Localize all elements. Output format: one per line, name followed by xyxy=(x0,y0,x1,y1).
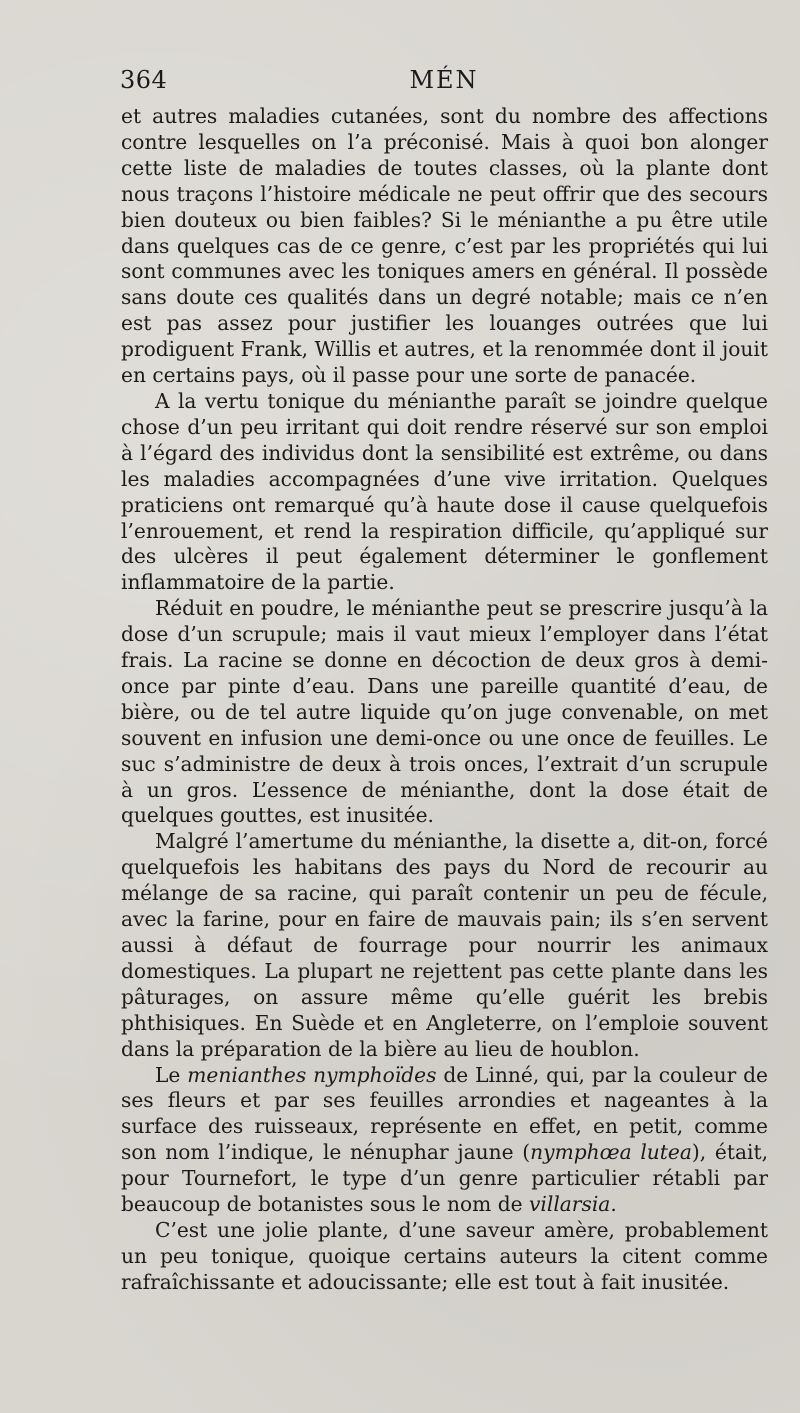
genus-name: villarsia xyxy=(529,1192,611,1217)
paragraph-1: et autres maladies cutanées, sont du nombre des affections contre lesquelles on l’a préconisé. Mais à quoi bon alonger cette liste de maladies de toutes classes, où la plante dont nous traçons l’histoire médicale ne peut offrir que des secours bien douteux ou bien faibles? Si le ménianthe a pu être utile dans quelques cas de ce genre, c’est par les propriétés qui lui sont communes avec les toniques amers en général. Il possède sans doute ces qualités dans un degré notable; mais ce n’en est pas assez pour justifier les louanges outrées que lui prodiguent Frank, Willis et autres, et la renommée dont il jouit en certains pays, où il passe pour une sorte de panacée. xyxy=(121,104,768,388)
paragraph-6: C’est une jolie plante, d’une saveur amère, probablement un peu tonique, quoique certains auteurs la citent comme rafraîchissante et adoucissante; elle est tout à fait inusitée. xyxy=(121,1217,768,1294)
paragraph-5 xyxy=(121,1063,768,1218)
paragraph-5-middle-2: ), était, pour Tournefort, le type d’un genre particulier rétabli par beaucoup de botanistes sous le nom de xyxy=(121,1140,768,1217)
nenuphar-scientific-name: nymphœa lutea xyxy=(530,1140,692,1165)
page-number: 364 xyxy=(120,66,168,94)
paragraph-5-middle-1: de Linné, qui, par la couleur de ses fleurs et par ses feuilles arrondies et nageantes à la surface des ruisseaux, représente en effet, en petit, comme son nom l’indique, le nénuphar jaune ( xyxy=(121,1062,768,1165)
paragraph-5-lead: Le xyxy=(155,1062,188,1087)
running-head: MÉN xyxy=(409,66,479,94)
paragraph-3: Réduit en poudre, le ménianthe peut se prescrire jusqu’à la dose d’un scrupule; mais il vaut mieux l’employer dans l’état frais. La racine se donne en décoction de deux gros à demi-once par pinte d’eau. Dans une pareille quantité d’eau, de bière, ou de tel autre liquide qu’on juge convenable, on met souvent en infusion une demi-once ou une once de feuilles. Le suc s’administre de deux à trois onces, l’extrait d’un scrupule à un gros. L’essence de ménianthe, dont la dose était de quelques gouttes, est inusitée. xyxy=(121,596,768,828)
species-name: menianthes nymphoïdes xyxy=(187,1062,437,1087)
body-text xyxy=(121,104,768,1296)
paragraph-4: Malgré l’amertume du ménianthe, la disette a, dit-on, forcé quelquefois les habitans des pays du Nord de recourir au mélange de sa racine, qui paraît contenir un peu de fécule, avec la farine, pour en faire de mauvais pain; ils s’en servent aussi à défaut de fourrage pour nourrir les animaux domestiques. La plupart ne rejettent pas cette plante dans les pâturages, on assure même qu’elle guérit les brebis phthisiques. En Suède et en Angleterre, on l’emploie souvent dans la préparation de la bière au lieu de houblon. xyxy=(121,829,768,1061)
paragraph-5-tail: . xyxy=(610,1192,617,1217)
page-header xyxy=(120,66,768,102)
paragraph-2: A la vertu tonique du ménianthe paraît se joindre quelque chose d’un peu irritant qui doit rendre réservé sur son emploi à l’égard des individus dont la sensibilité est extrême, ou dans les maladies accompagnées d’une vive irritation. Quelques praticiens ont remarqué qu’à haute dose il cause quelquefois l’enrouement, et rend la respiration difficile, qu’appliqué sur des ulcères il peut également déterminer le gonflement inflammatoire de la partie. xyxy=(121,388,768,595)
